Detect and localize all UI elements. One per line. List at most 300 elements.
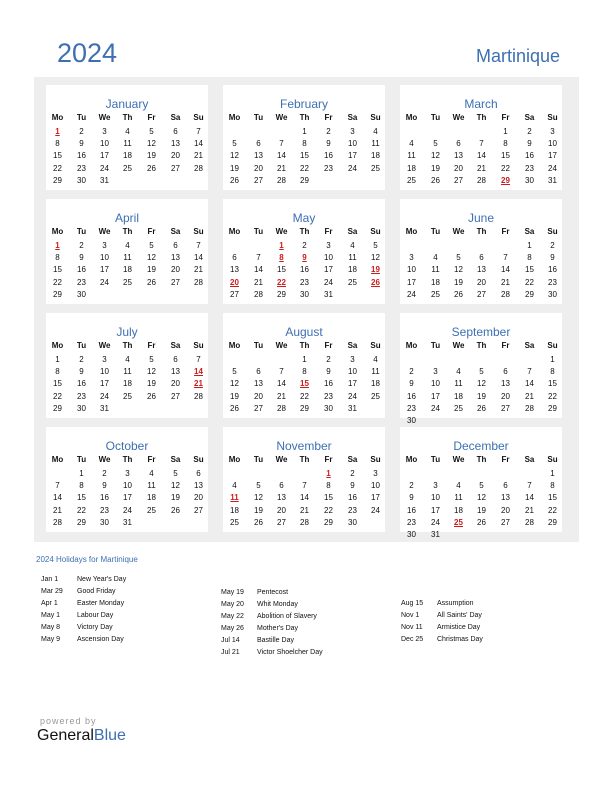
holiday-name: Whit Monday [257,601,298,608]
holiday-day-cell: 1 [55,241,60,250]
day-cell: 25 [371,163,380,173]
day-cell: 7 [479,139,484,149]
holiday-name: Ascension Day [77,636,124,643]
day-cell: 20 [277,505,286,515]
weekday-header: Tu [76,227,87,236]
month-title: March [464,97,498,111]
weekday-header: Su [370,455,381,464]
day-cell: 25 [431,289,440,299]
day-cell: 8 [55,367,60,377]
holiday-date: Nov 1 [401,612,420,619]
holiday-date: May 19 [221,589,244,596]
day-cell: 24 [371,505,380,515]
month-august [223,313,385,418]
day-cell: 2 [409,367,414,377]
day-cell: 13 [477,265,486,275]
day-cell: 6 [456,139,461,149]
day-cell: 22 [501,163,510,173]
day-cell: 31 [548,175,557,185]
day-cell: 21 [525,391,534,401]
day-cell: 6 [173,127,178,136]
holiday-day-cell: 1 [326,469,331,478]
day-cell: 26 [454,289,463,299]
day-cell: 9 [79,367,84,377]
weekday-header: Fr [501,113,510,122]
day-cell: 13 [171,139,180,149]
month-september [400,313,562,425]
day-cell: 18 [147,493,156,503]
weekday-header: Tu [430,455,441,464]
day-cell: 14 [477,151,486,161]
day-cell: 29 [525,289,534,299]
holiday-name: Good Friday [77,588,116,595]
day-cell: 24 [548,163,557,173]
day-cell: 2 [302,241,307,250]
holiday-name: Assumption [437,600,474,607]
day-cell: 29 [277,289,286,299]
day-cell: 27 [477,289,486,299]
day-cell: 11 [123,367,132,377]
day-cell: 24 [100,163,109,173]
day-cell: 16 [348,493,357,503]
day-cell: 31 [100,403,109,413]
month-november [223,427,385,532]
month-february [223,85,385,190]
weekday-header: Mo [228,227,241,236]
day-cell: 28 [53,517,62,527]
day-cell: 8 [326,481,331,491]
month-title: November [276,439,332,453]
day-cell: 4 [456,481,461,491]
weekday-header: We [452,455,465,464]
weekday-header: We [275,455,288,464]
weekday-header: Mo [405,227,418,236]
day-cell: 14 [300,493,309,503]
day-cell: 6 [503,367,508,377]
weekday-header: Tu [253,341,264,350]
day-cell: 8 [302,367,307,377]
month-title: June [467,211,495,225]
month-march [400,85,562,190]
day-cell: 7 [55,481,60,491]
weekday-header: Su [193,341,204,350]
day-cell: 1 [550,469,555,478]
day-cell: 16 [77,265,86,275]
day-cell: 16 [525,151,534,161]
day-cell: 26 [230,175,239,185]
weekday-header: Fr [147,227,156,236]
day-cell: 23 [300,277,309,287]
day-cell: 16 [77,379,86,389]
powered-by-text: powered by [40,716,97,726]
weekday-header: Fr [501,455,510,464]
day-cell: 22 [525,277,534,287]
day-cell: 9 [409,493,414,503]
holiday-day-cell: 1 [279,241,284,250]
day-cell: 11 [348,253,357,263]
weekday-header: Mo [405,113,418,122]
month-may [223,199,385,304]
day-cell: 5 [479,481,484,491]
day-cell: 6 [256,139,261,149]
day-cell: 7 [279,367,284,377]
day-cell: 24 [407,289,416,299]
day-cell: 10 [407,265,416,275]
day-cell: 6 [503,481,508,491]
day-cell: 18 [454,505,463,515]
day-cell: 31 [324,289,333,299]
day-cell: 5 [456,253,461,263]
day-cell: 10 [431,493,440,503]
month-june [400,199,562,304]
month-title: October [105,439,149,453]
day-cell: 16 [300,265,309,275]
holiday-day-cell: 22 [277,277,286,287]
month-title: July [116,325,138,339]
day-cell: 22 [77,505,86,515]
day-cell: 3 [409,253,414,263]
day-cell: 8 [550,481,555,491]
day-cell: 20 [501,391,510,401]
day-cell: 7 [196,355,201,364]
day-cell: 31 [123,517,132,527]
day-cell: 16 [324,379,333,389]
day-cell: 19 [454,277,463,287]
holiday-date: May 22 [221,613,244,620]
day-cell: 5 [149,127,154,136]
weekday-header: We [452,341,465,350]
day-cell: 15 [53,379,62,389]
day-cell: 4 [433,253,438,263]
day-cell: 28 [501,289,510,299]
weekday-header: Sa [524,455,535,464]
day-cell: 9 [350,481,355,491]
day-cell: 30 [548,289,557,299]
day-cell: 30 [100,517,109,527]
weekday-header: Mo [51,455,64,464]
day-cell: 1 [527,241,532,250]
day-cell: 9 [79,253,84,263]
weekday-header: Sa [347,455,358,464]
day-cell: 5 [232,367,237,377]
day-cell: 22 [53,163,62,173]
day-cell: 30 [77,289,86,299]
day-cell: 18 [454,391,463,401]
weekday-header: Su [193,227,204,236]
weekday-header: Th [122,227,133,236]
day-cell: 22 [53,277,62,287]
holiday-date: May 9 [41,636,61,643]
day-cell: 31 [348,403,357,413]
day-cell: 9 [79,139,84,149]
day-cell: 4 [350,241,355,250]
day-cell: 2 [326,355,331,364]
holiday-day-cell: 9 [302,253,307,263]
day-cell: 18 [371,151,380,161]
day-cell: 8 [527,253,532,263]
day-cell: 6 [479,253,484,263]
day-cell: 7 [256,253,261,263]
day-cell: 11 [123,139,132,149]
weekday-header: We [98,341,111,350]
day-cell: 13 [254,151,263,161]
day-cell: 3 [433,481,438,491]
day-cell: 7 [196,241,201,250]
day-cell: 21 [194,151,203,161]
weekday-header: Fr [324,455,333,464]
day-cell: 18 [230,505,239,515]
weekday-header: Tu [253,113,264,122]
day-cell: 2 [550,241,555,250]
holiday-day-cell: 1 [55,127,60,136]
day-cell: 26 [147,277,156,287]
weekday-header: Tu [430,227,441,236]
day-cell: 20 [477,277,486,287]
day-cell: 2 [102,469,107,478]
month-title: December [453,439,509,453]
day-cell: 17 [431,505,440,515]
day-cell: 16 [77,151,86,161]
generalblue-logo[interactable] [37,727,126,745]
weekday-header: Fr [501,227,510,236]
weekday-header: Su [370,113,381,122]
day-cell: 12 [477,379,486,389]
month-april [46,199,208,304]
day-cell: 2 [79,355,84,364]
day-cell: 28 [525,403,534,413]
day-cell: 4 [125,127,130,136]
day-cell: 8 [55,253,60,263]
day-cell: 13 [171,367,180,377]
day-cell: 17 [100,265,109,275]
day-cell: 11 [407,151,416,161]
day-cell: 17 [348,151,357,161]
weekday-header: Fr [324,341,333,350]
day-cell: 13 [230,265,239,275]
holiday-name: Victory Day [77,624,113,631]
day-cell: 3 [102,127,107,136]
day-cell: 5 [373,241,378,250]
holiday-day-cell: 15 [300,379,309,389]
day-cell: 26 [254,517,263,527]
day-cell: 14 [194,139,203,149]
holiday-date: Jul 14 [221,637,240,644]
day-cell: 6 [279,481,284,491]
weekday-header: We [275,341,288,350]
day-cell: 14 [277,151,286,161]
day-cell: 30 [77,175,86,185]
day-cell: 16 [324,151,333,161]
weekday-header: Th [122,341,133,350]
day-cell: 25 [371,391,380,401]
day-cell: 14 [194,253,203,263]
day-cell: 10 [371,481,380,491]
day-cell: 18 [348,265,357,275]
day-cell: 18 [123,265,132,275]
day-cell: 17 [100,379,109,389]
weekday-header: Tu [76,455,87,464]
day-cell: 7 [302,481,307,491]
day-cell: 9 [326,139,331,149]
weekday-header: Sa [170,455,181,464]
day-cell: 20 [171,379,180,389]
day-cell: 14 [525,493,534,503]
day-cell: 28 [194,391,203,401]
holiday-day-cell: 11 [230,493,239,503]
day-cell: 5 [149,241,154,250]
day-cell: 29 [548,517,557,527]
day-cell: 29 [300,403,309,413]
day-cell: 27 [230,289,239,299]
day-cell: 29 [77,517,86,527]
day-cell: 18 [371,379,380,389]
holiday-day-cell: 20 [230,277,239,287]
day-cell: 14 [277,379,286,389]
weekday-header: Su [193,455,204,464]
day-cell: 12 [371,253,380,263]
day-cell: 21 [53,505,62,515]
day-cell: 28 [277,403,286,413]
holiday-date: May 8 [41,624,61,631]
day-cell: 21 [477,163,486,173]
day-cell: 19 [230,391,239,401]
day-cell: 22 [324,505,333,515]
day-cell: 12 [431,151,440,161]
day-cell: 4 [373,127,378,136]
weekday-header: Sa [347,341,358,350]
day-cell: 10 [431,379,440,389]
day-cell: 18 [123,151,132,161]
day-cell: 25 [147,505,156,515]
day-cell: 1 [503,127,508,136]
day-cell: 8 [55,139,60,149]
day-cell: 7 [196,127,201,136]
day-cell: 25 [454,403,463,413]
holiday-day-cell: 25 [454,517,463,527]
day-cell: 3 [102,355,107,364]
day-cell: 20 [171,151,180,161]
day-cell: 14 [525,379,534,389]
day-cell: 24 [348,163,357,173]
day-cell: 23 [77,277,86,287]
day-cell: 26 [477,517,486,527]
day-cell: 21 [254,277,263,287]
weekday-header: Mo [51,227,64,236]
weekday-header: Mo [51,113,64,122]
day-cell: 25 [407,175,416,185]
month-title: September [451,325,511,339]
day-cell: 14 [501,265,510,275]
day-cell: 29 [548,403,557,413]
day-cell: 16 [407,505,416,515]
day-cell: 26 [147,163,156,173]
day-cell: 15 [324,493,333,503]
weekday-header: Su [547,341,558,350]
weekday-header: Sa [347,227,358,236]
day-cell: 31 [431,530,440,539]
weekday-header: Th [476,113,487,122]
day-cell: 27 [171,391,180,401]
weekday-header: Su [547,227,558,236]
day-cell: 3 [102,241,107,250]
day-cell: 27 [171,163,180,173]
day-cell: 10 [348,367,357,377]
day-cell: 27 [454,175,463,185]
day-cell: 12 [147,253,156,263]
day-cell: 26 [431,175,440,185]
weekday-header: Sa [170,341,181,350]
day-cell: 1 [550,355,555,364]
day-cell: 15 [77,493,86,503]
day-cell: 9 [527,139,532,149]
day-cell: 29 [300,175,309,185]
holiday-day-cell: 14 [194,367,203,377]
holiday-date: Nov 11 [401,624,423,631]
day-cell: 10 [100,367,109,377]
day-cell: 4 [409,139,414,149]
day-cell: 12 [254,493,263,503]
day-cell: 8 [302,139,307,149]
day-cell: 2 [326,127,331,136]
holiday-name: Mother's Day [257,625,299,632]
day-cell: 22 [300,163,309,173]
holiday-name: Armistice Day [437,624,481,631]
holiday-date: Jul 21 [221,649,240,656]
holiday-day-cell: 19 [371,265,380,275]
day-cell: 29 [324,517,333,527]
day-cell: 17 [407,277,416,287]
day-cell: 4 [125,355,130,364]
day-cell: 19 [147,151,156,161]
day-cell: 10 [123,481,132,491]
month-title: August [285,325,323,339]
day-cell: 22 [548,505,557,515]
holidays-title: 2024 Holidays for Martinique [36,555,138,564]
day-cell: 28 [277,175,286,185]
holiday-name: Abolition of Slavery [257,613,317,620]
weekday-header: Tu [76,341,87,350]
day-cell: 24 [431,517,440,527]
day-cell: 29 [53,403,62,413]
day-cell: 17 [348,379,357,389]
day-cell: 12 [147,367,156,377]
day-cell: 6 [173,355,178,364]
weekday-header: Th [299,455,310,464]
day-cell: 18 [431,277,440,287]
weekday-header: Tu [76,113,87,122]
weekday-header: Th [476,341,487,350]
day-cell: 11 [147,481,156,491]
day-cell: 11 [454,493,463,503]
day-cell: 22 [300,391,309,401]
day-cell: 6 [256,367,261,377]
day-cell: 28 [194,277,203,287]
day-cell: 9 [409,379,414,389]
day-cell: 13 [501,493,510,503]
weekday-header: Tu [430,113,441,122]
day-cell: 15 [548,379,557,389]
day-cell: 12 [147,139,156,149]
day-cell: 29 [53,289,62,299]
day-cell: 17 [371,493,380,503]
weekday-header: Mo [51,341,64,350]
weekday-header: Sa [347,113,358,122]
day-cell: 21 [300,505,309,515]
day-cell: 19 [147,379,156,389]
day-cell: 6 [196,469,201,478]
day-cell: 11 [371,139,380,149]
day-cell: 16 [100,493,109,503]
